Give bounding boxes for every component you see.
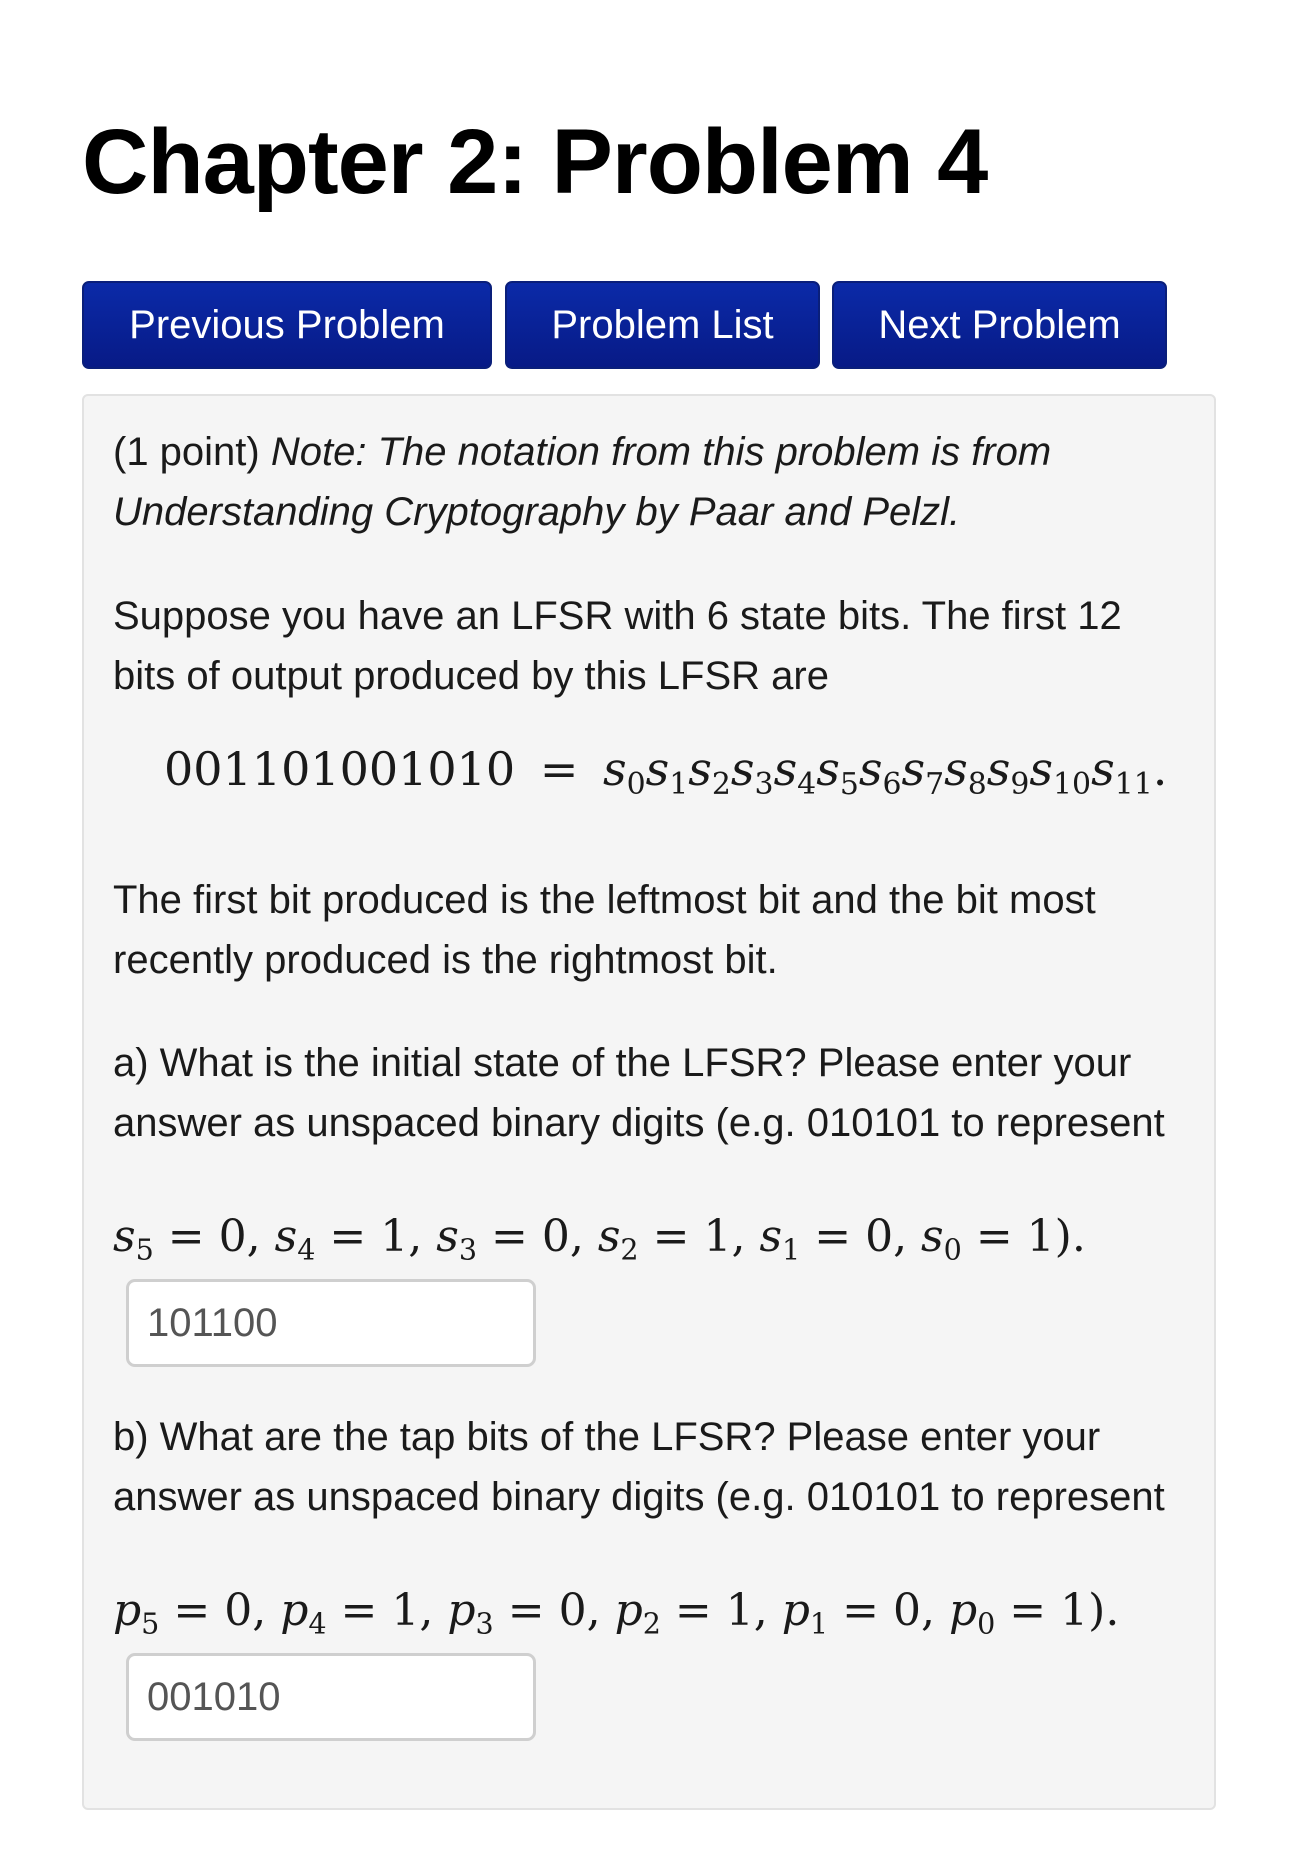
output-bits: 001101001010 — [164, 742, 516, 796]
part-b-question: b) What are the tap bits of the LFSR? Please enter your answer as unspaced binary digits (e.g. 010101 to represent — [113, 1415, 1165, 1519]
page-title: Chapter 2: Problem 4 — [82, 111, 988, 213]
problem-explanation: The first bit produced is the leftmost bit and the bit most recently produced is the rightmost bit. — [113, 878, 1096, 982]
problem-list-button[interactable]: Problem List — [505, 281, 820, 369]
previous-problem-button[interactable]: Previous Problem — [82, 281, 492, 369]
next-problem-button[interactable]: Next Problem — [832, 281, 1167, 369]
initial-state-input[interactable] — [126, 1279, 536, 1367]
part-b-example-math: $p_5 = 0$, $p_4 = 1$, $p_3 = 0$, $p_2 = 1$, $p_1 = 0$, $p_0 = 1$). — [113, 1585, 1120, 1641]
output-bits-equation: $001101001010 = s_0s_1s_2s_3s_4s_5s_6s_7s_8s_9s_{10}s_{11}$. — [164, 742, 1168, 802]
part-a-question: a) What is the initial state of the LFSR? Please enter your answer as unspaced binary digits (e.g. 010101 to represent — [113, 1041, 1165, 1145]
problem-intro: Suppose you have an LFSR with 6 state bits. The first 12 bits of output produced by this LFSR are — [113, 594, 1122, 698]
problem-points: (1 point) — [113, 430, 260, 474]
problem-panel — [82, 394, 1216, 1810]
problem-note: Note: The notation from this problem is from Understanding Cryptography by Paar and Pelzl. — [113, 430, 1052, 534]
problem-header — [113, 422, 1193, 542]
part-a-example-math: $s_5 = 0$, $s_4 = 1$, $s_3 = 0$, $s_2 = 1$, $s_1 = 0$, $s_0 = 1$). — [113, 1211, 1086, 1267]
tap-bits-input[interactable] — [126, 1653, 536, 1741]
